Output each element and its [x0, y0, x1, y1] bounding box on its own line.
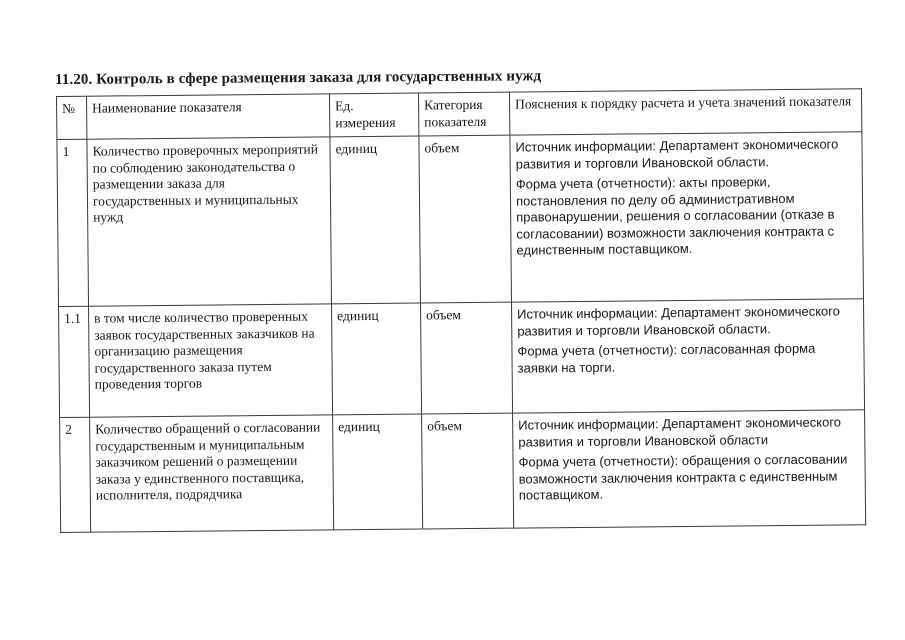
- row-report-form: Форма учета (отчетности): обращения о согласовании возможности заключения контракта с единственным поставщиком.: [518, 451, 848, 503]
- row-indicator-name: Количество обращений о согласовании государственным и муниципальным заказчиком решений о размещении заказа у единственного поставщика, исполнителя, подрядчика: [90, 415, 334, 532]
- header-category: Категория показателя: [418, 92, 509, 136]
- row-info-source: Источник информации: Департамент экономического развития и торговли Ивановской области: [518, 414, 842, 450]
- row-report-form: Форма учета (отчетности): акты проверки, постановления по делу об административном правонарушении, решения о согласовании (отказе в согласовании) возможности заключения контракта с единственным поставщиком.: [515, 174, 835, 258]
- row-indicator-name: в том числе количество проверенных заявок государственных заказчиков на организацию размещения государственного заказа путем проведения торгов: [89, 304, 333, 417]
- row-number: 2: [60, 417, 91, 532]
- table-row: [57, 132, 864, 307]
- row-category: объем: [419, 135, 512, 303]
- row-explanation: [510, 132, 864, 302]
- section-title: 11.20. Контроль в сфере размещения заказа для государственных нужд: [55, 68, 542, 88]
- header-explanation: Пояснения к порядку расчета и учета значений показателя: [509, 89, 861, 135]
- row-number: 1: [57, 139, 89, 306]
- row-info-source: Источник информации: Департамент экономического развития и торговли Ивановской области.: [515, 136, 839, 172]
- table-row: [59, 299, 865, 418]
- indicators-table-wrapper: [56, 88, 866, 533]
- row-explanation: [511, 299, 864, 413]
- row-explanation: [513, 410, 866, 528]
- row-category: объем: [422, 413, 514, 529]
- row-number: 1.1: [59, 306, 90, 417]
- row-unit: единиц: [333, 414, 423, 530]
- table-header-row: [57, 89, 862, 140]
- row-info-source: Источник информации: Департамент экономического развития и торговли Ивановской области.: [517, 303, 840, 339]
- header-number: №: [57, 96, 87, 139]
- row-report-form: Форма учета (отчетности): согласованная форма заявки на торги.: [517, 340, 816, 376]
- indicators-table: [56, 88, 866, 533]
- row-category: объем: [421, 302, 513, 414]
- table-row: [60, 410, 866, 533]
- row-unit: единиц: [332, 303, 422, 415]
- row-unit: единиц: [330, 136, 421, 304]
- header-unit: Ед. измерения: [329, 93, 418, 137]
- header-indicator-name: Наименование показателя: [87, 94, 330, 139]
- row-indicator-name: Количество проверочных мероприятий по соблюдению законодательства о размещении заказа для государственных и муниципальных нужд: [87, 137, 332, 306]
